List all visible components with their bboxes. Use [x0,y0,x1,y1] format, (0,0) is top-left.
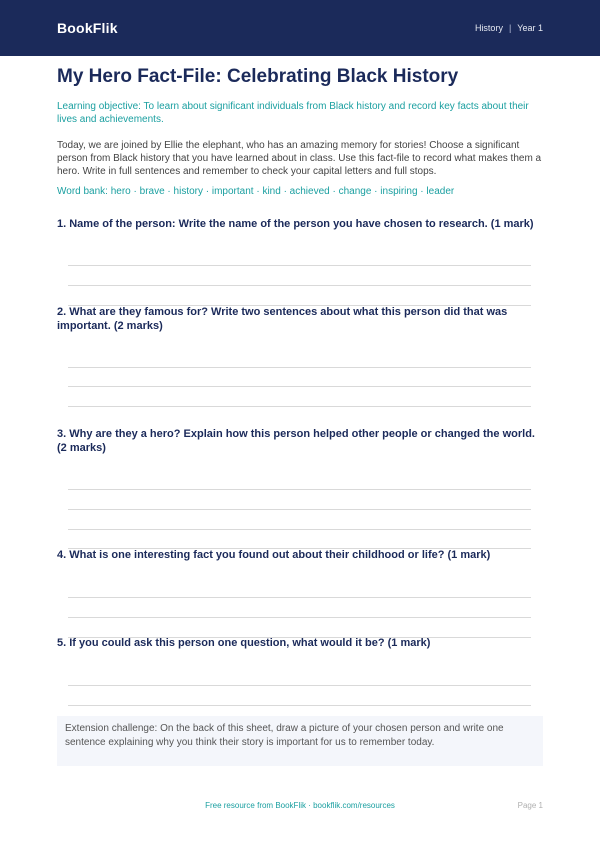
question-3: 3. Why are they a hero? Explain how this person helped other people or changed the world. (2 marks) [57,428,535,454]
header-bar [0,0,600,56]
answer-line[interactable] [68,367,531,368]
extension-challenge: Extension challenge: On the back of this sheet, draw a picture of your chosen person and write one sentence explaining why you think their story is important for us to remember today. [57,716,543,766]
header-meta [475,23,543,33]
subject-label: History [474,23,503,33]
question-5: 5. If you could ask this person one question, what would it be? (1 mark) [57,637,431,649]
learning-objective: Learning objective: To learn about significant individuals from Black history and record key facts about their lives and achievements. [57,101,529,125]
answer-line[interactable] [68,406,531,407]
page-number: Page 1 [517,801,543,810]
footer-credit[interactable]: Free resource from BookFlik · bookflik.com/resources [205,801,395,810]
meta-separator: | [508,23,512,33]
answer-line[interactable] [68,685,531,686]
page-title: My Hero Fact-File: Celebrating Black History [57,66,459,87]
year-label: Year 1 [517,23,543,33]
word-bank: Word bank: hero · brave · history · important · kind · achieved · change · inspiring · leader [57,186,455,197]
answer-line[interactable] [68,705,531,706]
answer-line[interactable] [68,529,531,530]
answer-line[interactable] [68,265,531,266]
answer-line[interactable] [68,285,531,286]
answer-line[interactable] [68,597,531,598]
brand-logo: BookFlik [57,20,118,36]
intro-text: Today, we are joined by Ellie the elephant, who has an amazing memory for stories! Choose a significant person from Black history that you have learned about in class. Use this fact-file to record what makes them a hero. Write in full sentences and remember to check your capital letters and full stops. [57,140,542,177]
question-1: 1. Name of the person: Write the name of the person you have chosen to research. (1 mark) [57,218,534,230]
answer-line[interactable] [68,489,531,490]
question-2: 2. What are they famous for? Write two sentences about what this person did that was important. (2 marks) [57,306,508,332]
answer-line[interactable] [68,386,531,387]
answer-line[interactable] [68,617,531,618]
question-4: 4. What is one interesting fact you found out about their childhood or life? (1 mark) [57,549,491,561]
answer-line[interactable] [68,509,531,510]
